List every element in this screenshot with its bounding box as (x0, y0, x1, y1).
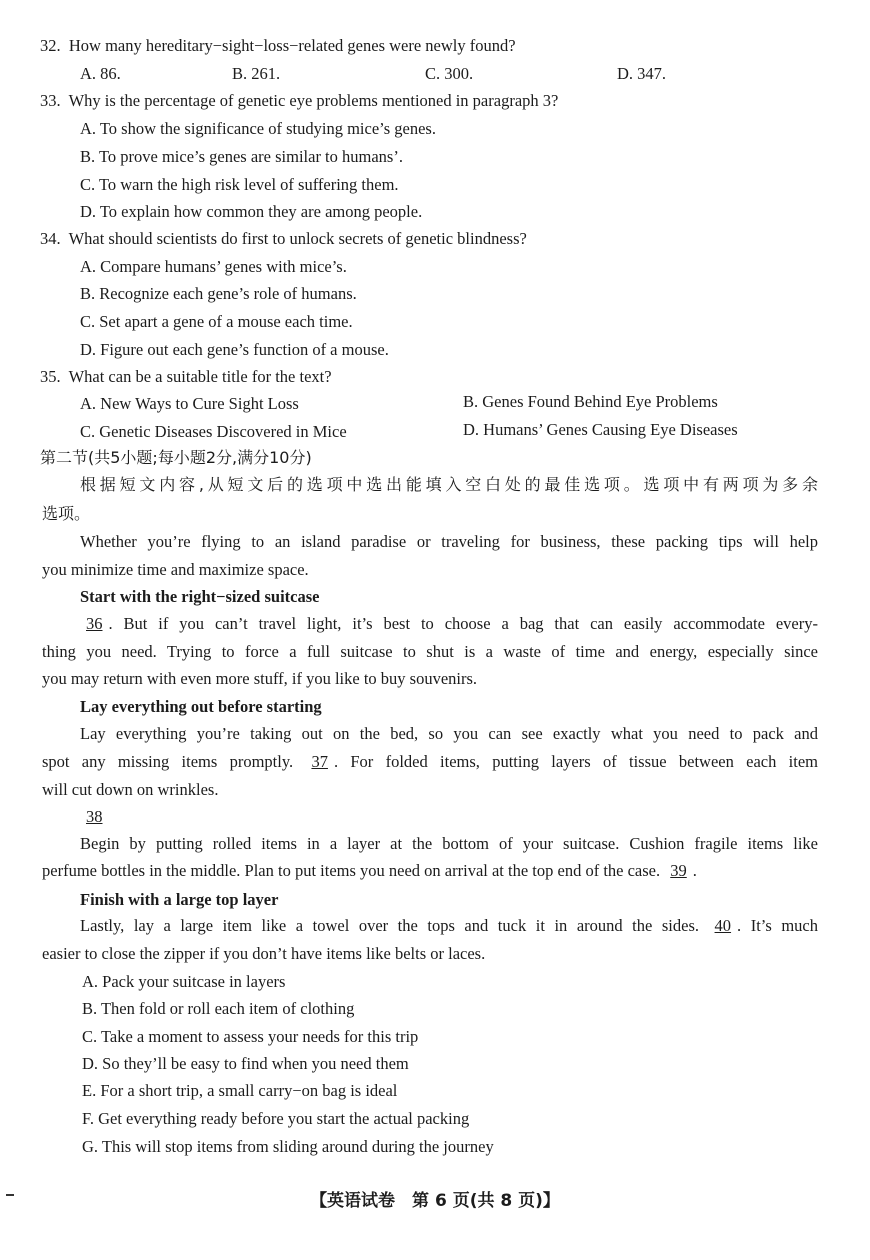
option-35-b: B. Genes Found Behind Eye Problems (463, 392, 718, 411)
paragraph4-line1 (80, 915, 818, 937)
paragraph4-text: Lastly, lay a large item like a towel over the tops and tuck it in around the sides. (80, 916, 699, 935)
question-number: 35. (40, 367, 61, 386)
option-34-a: A. Compare humans’ genes with mice’s. (80, 257, 347, 276)
option-35-c: C. Genetic Diseases Discovered in Mice (80, 422, 347, 441)
option-34-c: C. Set apart a gene of a mouse each time. (80, 312, 353, 331)
option-35-a: A. New Ways to Cure Sight Loss (80, 394, 299, 413)
paragraph3-text: perfume bottles in the middle. Plan to put items you need on arrival at the top end of the case. (42, 861, 661, 880)
paragraph3-line1: Begin by putting rolled items in a layer at the bottom of your suitcase. Cushion fragile items like (80, 834, 818, 853)
paragraph3-period: . (692, 861, 697, 880)
option-34-b: B. Recognize each gene’s role of humans. (80, 284, 357, 303)
subheading-large-top-layer: Finish with a large top layer (80, 890, 279, 909)
option-32-a: A. 86. (80, 64, 121, 83)
page-footer: 【英语试卷 第 6 页(共 8 页)】 (310, 1191, 560, 1211)
blank-38-heading (80, 806, 109, 828)
subheading-lay-everything-out: Lay everything out before starting (80, 697, 322, 716)
paragraph1-line3: you may return with even more stuff, if you like to buy souvenirs. (42, 669, 478, 688)
choice-d: D. So they’ll be easy to find when you need them (82, 1054, 409, 1073)
blank-36: 36 (86, 614, 103, 633)
paragraph2-text: spot any missing items promptly. (42, 752, 294, 771)
option-33-b: B. To prove mice’s genes are similar to humans’. (80, 147, 403, 166)
subheading-right-sized-suitcase: Start with the right−sized suitcase (80, 587, 320, 606)
passage-intro-line2: you minimize time and maximize space. (42, 560, 309, 579)
paragraph4-line2: easier to close the zipper if you don’t have items like belts or laces. (42, 944, 486, 963)
question-number: 32. (40, 36, 61, 55)
option-32-d: D. 347. (617, 64, 667, 83)
option-34-d: D. Figure out each gene’s function of a mouse. (80, 340, 389, 359)
question-33 (40, 90, 558, 112)
question-35 (40, 366, 332, 388)
choice-c: C. Take a moment to assess your needs for this trip (82, 1027, 419, 1046)
question-stem: What can be a suitable title for the text? (68, 367, 332, 386)
blank-39: 39 (670, 861, 687, 880)
choice-e: E. For a short trip, a small carry−on bag is ideal (82, 1081, 398, 1100)
question-stem: How many hereditary−sight−loss−related genes were newly found? (68, 36, 516, 55)
question-stem: Why is the percentage of genetic eye problems mentioned in paragraph 3? (68, 91, 559, 110)
passage-intro-line1: Whether you’re flying to an island paradise or traveling for business, these packing tips will help (80, 532, 818, 551)
choice-a: A. Pack your suitcase in layers (82, 972, 286, 991)
section-instructions-line1: 根据短文内容,从短文后的选项中选出能填入空白处的最佳选项。选项中有两项为多余 (80, 475, 818, 494)
paragraph2-line1: Lay everything you’re taking out on the bed, so you can see exactly what you need to pack and (80, 724, 818, 743)
option-33-c: C. To warn the high risk level of suffering them. (80, 175, 399, 194)
option-32-c: C. 300. (425, 64, 474, 83)
question-34 (40, 228, 527, 250)
option-33-d: D. To explain how common they are among people. (80, 202, 423, 221)
blank-37: 37 (311, 752, 328, 771)
section-instructions-line2: 选项。 (42, 504, 91, 523)
question-number: 34. (40, 229, 61, 248)
choice-b: B. Then fold or roll each item of clothing (82, 999, 355, 1018)
paragraph3-line2 (42, 860, 697, 882)
paragraph1-line2: thing you need. Trying to force a full suitcase to shut is a waste of time and energy, especially since (42, 642, 818, 661)
paragraph1-text: . But if you can’t travel light, it’s best to choose a bag that can easily accommodate every- (108, 614, 818, 633)
section-heading: 第二节(共5小题;每小题2分,满分10分) (40, 448, 312, 467)
choice-f: F. Get everything ready before you start the actual packing (82, 1109, 470, 1128)
paragraph2-text-after: . For folded items, putting layers of tissue between each item (333, 752, 818, 771)
option-33-a: A. To show the significance of studying mice’s genes. (80, 119, 436, 138)
paragraph2-line2 (42, 751, 818, 773)
paragraph2-line3: will cut down on wrinkles. (42, 780, 219, 799)
paragraph1-line1 (80, 613, 818, 635)
question-number: 33. (40, 91, 61, 110)
paragraph4-text-after: . It’s much (737, 916, 818, 935)
question-stem: What should scientists do first to unlock secrets of genetic blindness? (68, 229, 527, 248)
blank-38: 38 (86, 807, 103, 826)
blank-40: 40 (714, 916, 732, 935)
question-32 (40, 35, 516, 57)
option-35-d: D. Humans’ Genes Causing Eye Diseases (463, 420, 738, 439)
choice-g: G. This will stop items from sliding around during the journey (82, 1137, 494, 1156)
option-32-b: B. 261. (232, 64, 281, 83)
